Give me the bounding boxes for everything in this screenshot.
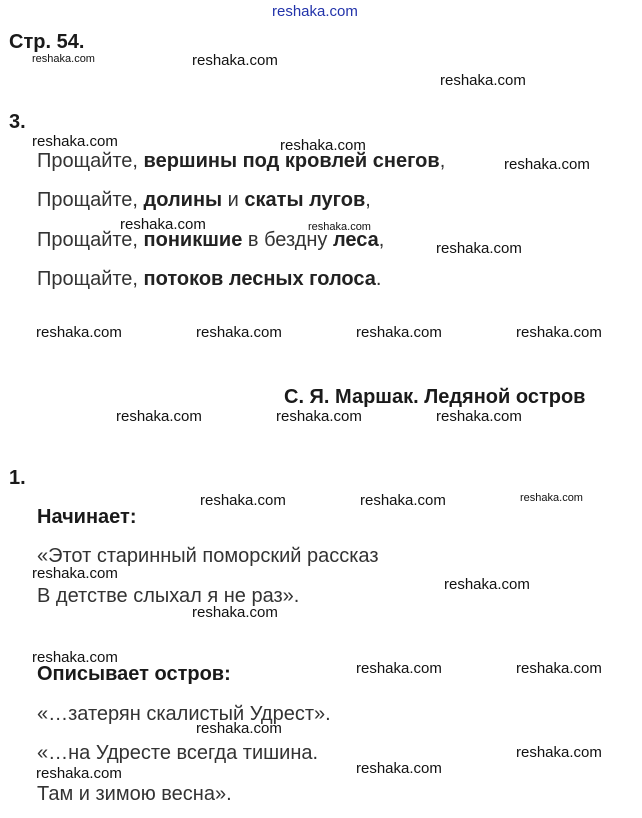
quote-1-line-1: «Этот старинный поморский рассказ (37, 545, 379, 567)
watermark: reshaka.com (32, 649, 118, 666)
watermark: reshaka.com (436, 240, 522, 257)
poem-line-4-bold: потоков лесных голоса (143, 268, 376, 290)
watermark: reshaka.com (120, 216, 206, 233)
poem-line-3-mid: в бездну (242, 229, 333, 251)
poem-line-1 (37, 150, 445, 173)
quote-2: «…затерян скалистый Удрест». (37, 703, 331, 725)
watermark: reshaka.com (280, 137, 366, 154)
watermark: reshaka.com (520, 492, 583, 504)
watermark: reshaka.com (196, 324, 282, 341)
watermark: reshaka.com (276, 408, 362, 425)
watermark: reshaka.com (516, 744, 602, 761)
poem-line-1-punct: , (439, 150, 446, 172)
poem-line-1-plain: Прощайте, (37, 150, 144, 172)
poem-line-2-punct: , (365, 189, 371, 211)
watermark: reshaka.com (32, 133, 118, 150)
watermark: reshaka.com (516, 324, 602, 341)
site-link-top[interactable]: reshaka.com (272, 3, 358, 20)
watermark: reshaka.com (196, 720, 282, 737)
poem-line-2-plain: Прощайте, (37, 189, 144, 211)
poem-line-1-bold: вершины под кровлей снегов (143, 150, 440, 172)
watermark: reshaka.com (356, 324, 442, 341)
page-label: Стр. 54. (9, 31, 85, 53)
watermark: reshaka.com (440, 72, 526, 89)
poem-line-4-punct: . (375, 268, 382, 290)
task-1-number: 1. (9, 467, 26, 489)
watermark: reshaka.com (360, 492, 446, 509)
watermark: reshaka.com (32, 53, 95, 65)
watermark: reshaka.com (356, 660, 442, 677)
watermark: reshaka.com (308, 221, 371, 233)
poem-line-2 (37, 189, 371, 212)
poem-line-3-plain: Прощайте, (37, 229, 144, 251)
poem-line-2-conj: и (222, 189, 245, 211)
watermark: reshaka.com (36, 324, 122, 341)
poem-line-3-bold-a: поникшие (143, 229, 243, 251)
watermark: reshaka.com (516, 660, 602, 677)
quote-3-line-1: «…на Удресте всегда тишина. (37, 742, 319, 764)
watermark: reshaka.com (192, 604, 278, 621)
heading-begins: Начинает: (37, 506, 137, 528)
quote-3-line-2: Там и зимою весна». (37, 783, 232, 805)
poem-line-3-punct: , (378, 229, 385, 251)
watermark: reshaka.com (32, 565, 118, 582)
heading-describes-island: Описывает остров: (37, 663, 231, 685)
poem-line-2-bold-b: скаты лугов (244, 189, 366, 211)
task-3-number: 3. (9, 111, 26, 133)
poem-line-4 (37, 268, 381, 291)
watermark: reshaka.com (116, 408, 202, 425)
poem-line-4-plain: Прощайте, (37, 268, 144, 290)
poem-line-3-bold-b: леса (332, 229, 379, 251)
watermark: reshaka.com (200, 492, 286, 509)
watermark: reshaka.com (436, 408, 522, 425)
poem-line-2-bold-a: долины (143, 189, 223, 211)
section-title: С. Я. Маршак. Ледяной остров (284, 386, 586, 408)
watermark: reshaka.com (356, 760, 442, 777)
watermark: reshaka.com (36, 765, 122, 782)
watermark: reshaka.com (504, 156, 590, 173)
quote-1-line-2: В детстве слыхал я не раз». (37, 585, 300, 607)
watermark: reshaka.com (444, 576, 530, 593)
watermark: reshaka.com (192, 52, 278, 69)
